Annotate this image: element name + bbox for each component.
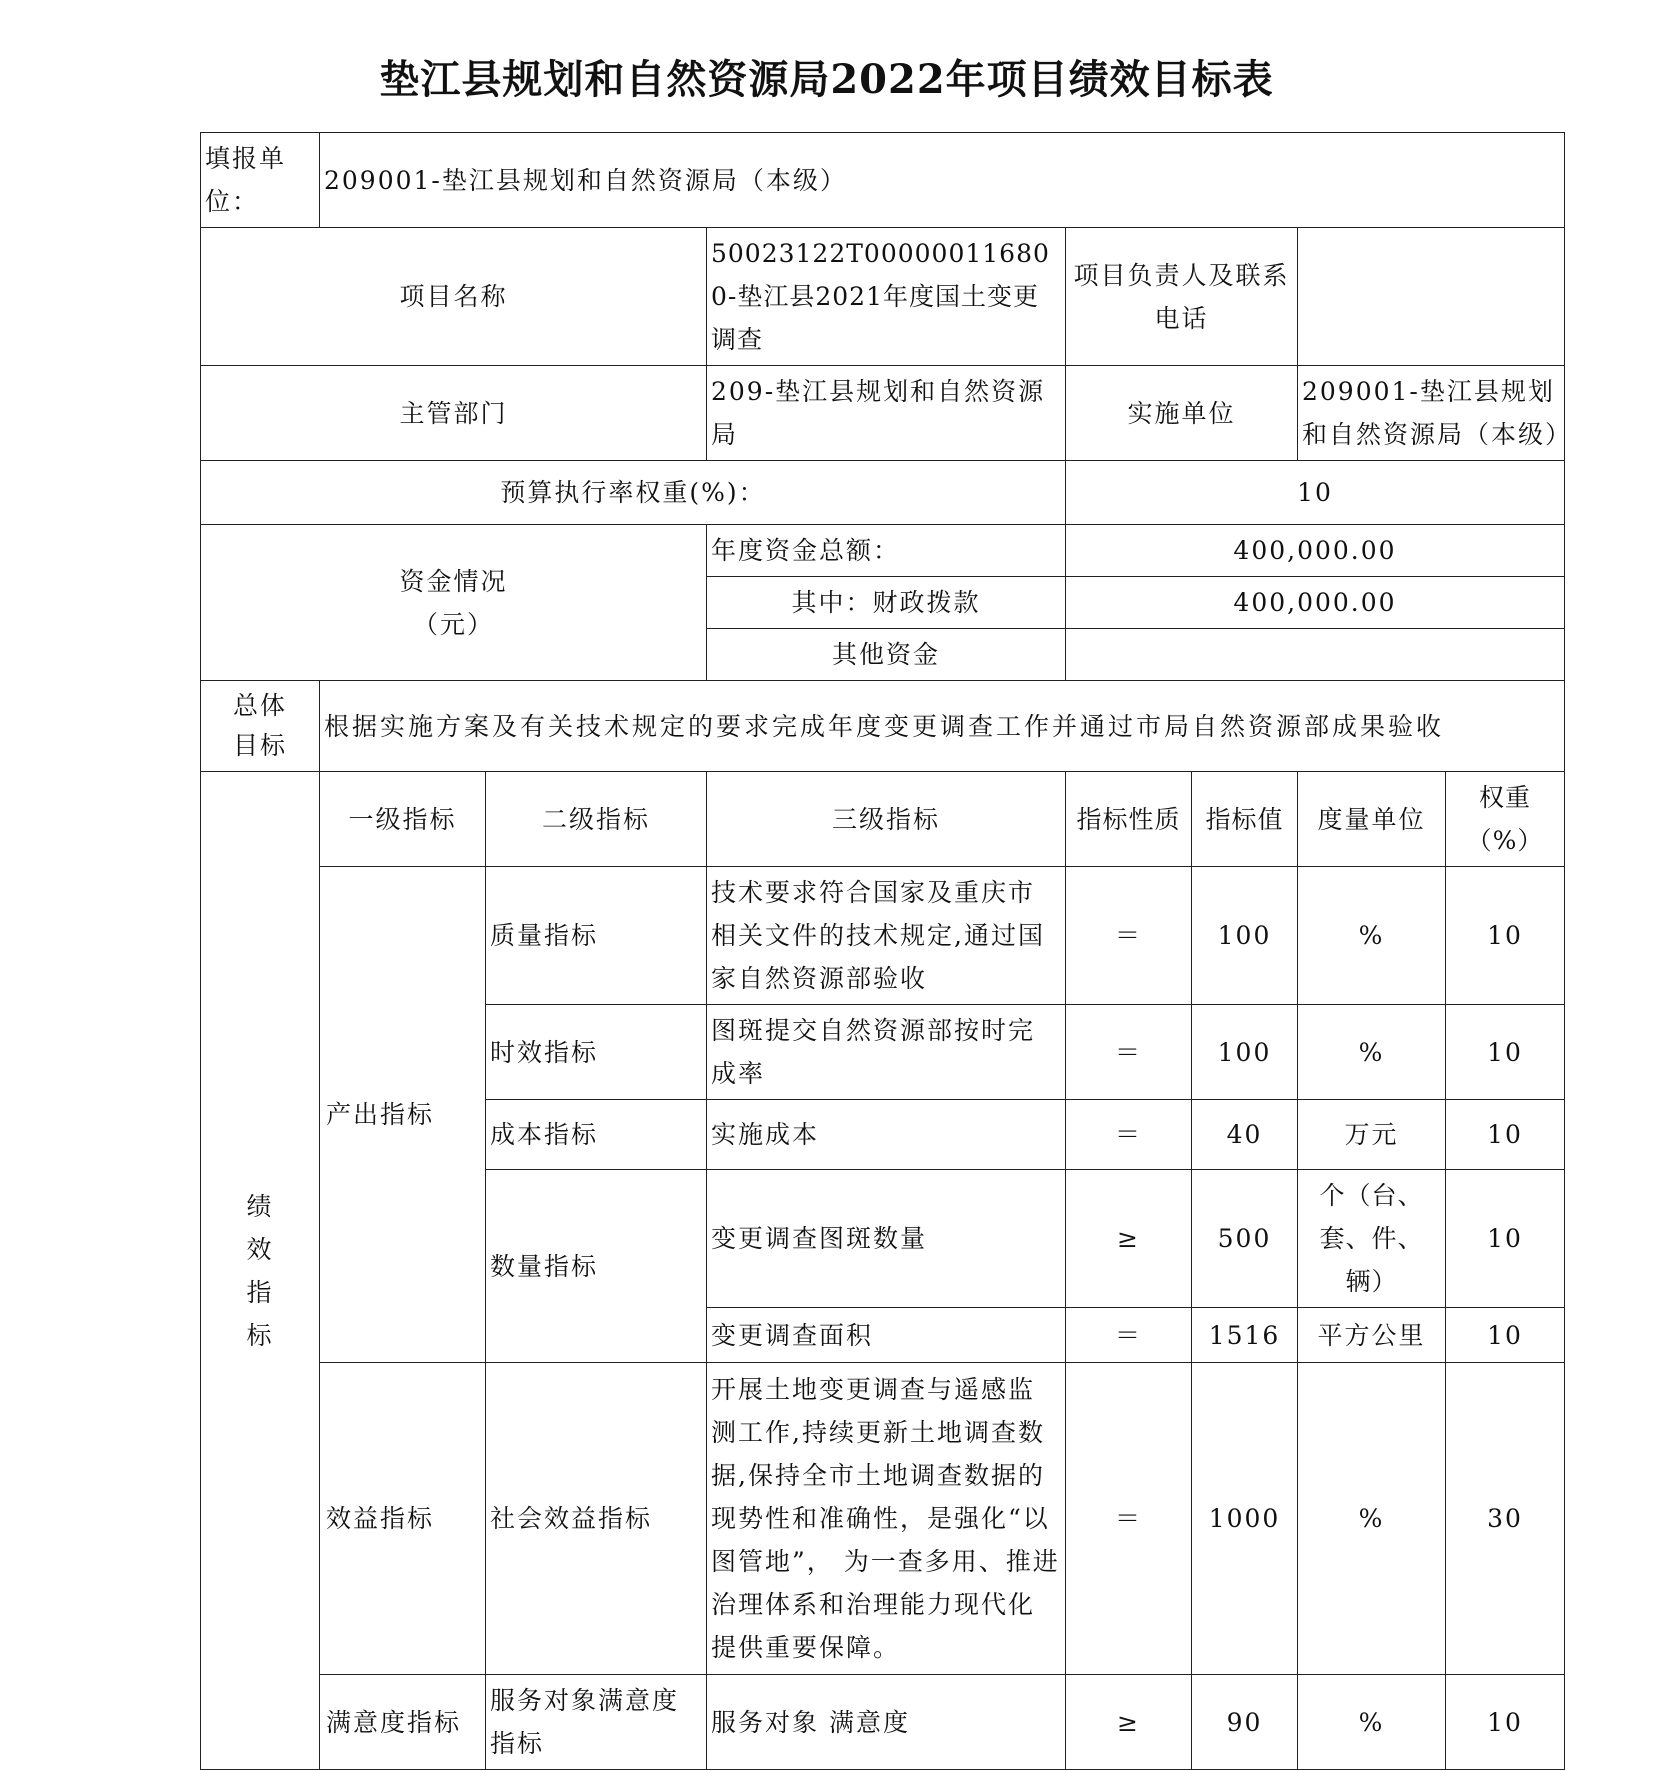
funds-label-line2: （元）: [412, 609, 494, 639]
funds-fiscal-value: 400,000.00: [1066, 577, 1565, 629]
level3-cell: 变更调查面积: [707, 1308, 1066, 1363]
goal-label: [201, 681, 320, 772]
project-name-label: 项目名称: [201, 228, 707, 366]
level2-cell: 时效指标: [486, 1005, 707, 1100]
level1-output: 产出指标: [320, 867, 486, 1363]
unit-cell: %: [1298, 1005, 1446, 1100]
value-cell: 100: [1192, 867, 1298, 1005]
unit-cell: 万元: [1298, 1100, 1446, 1170]
level2-cell: 数量指标: [486, 1170, 707, 1363]
weight-cell: 30: [1446, 1363, 1565, 1675]
performance-goal-table: [200, 132, 1573, 1770]
impl-label: 实施单位: [1066, 366, 1298, 461]
project-name-value: 50023122T000000116800-垫江县2021年度国土变更调查: [707, 228, 1066, 366]
budget-rate-label: 预算执行率权重(%)：: [201, 461, 1066, 525]
funds-label: [201, 525, 707, 681]
table-row: [201, 1363, 1565, 1675]
budget-rate-value: 10: [1066, 461, 1565, 525]
unit-cell: %: [1298, 1363, 1446, 1675]
value-cell: 1516: [1192, 1308, 1298, 1363]
nature-cell: ＝: [1066, 1005, 1192, 1100]
page-title: 垫江县规划和自然资源局2022年项目绩效目标表: [379, 56, 1274, 103]
funds-other-label: 其他资金: [707, 629, 1066, 681]
dept-label: 主管部门: [201, 366, 707, 461]
header-level1: 一级指标: [320, 772, 486, 867]
dept-value: 209-垫江县规划和自然资源局: [707, 366, 1066, 461]
nature-cell: ＝: [1066, 1363, 1192, 1675]
unit-value: 209001-垫江县规划和自然资源局（本级）: [320, 133, 1565, 228]
level2-cell: 质量指标: [486, 867, 707, 1005]
level1-satisfaction: 满意度指标: [320, 1675, 486, 1770]
perf-indicator-label: [201, 772, 320, 1770]
level3-cell: 服务对象 满意度: [707, 1675, 1066, 1770]
level3-cell: 技术要求符合国家及重庆市相关文件的技术规定,通过国家自然资源部验收: [707, 867, 1066, 1005]
header-unit: 度量单位: [1298, 772, 1446, 867]
contact-label: 项目负责人及联系电话: [1066, 228, 1298, 366]
table-row: [201, 1675, 1565, 1770]
contact-value: [1298, 228, 1565, 366]
level2-cell: 成本指标: [486, 1100, 707, 1170]
header-nature: 指标性质: [1066, 772, 1192, 867]
header-level2: 二级指标: [486, 772, 707, 867]
level2-cell: 服务对象满意度指标: [486, 1675, 707, 1770]
perf-label-char: 效: [246, 1234, 274, 1264]
header-value: 指标值: [1192, 772, 1298, 867]
value-cell: 1000: [1192, 1363, 1298, 1675]
level2-cell: 社会效益指标: [486, 1363, 707, 1675]
value-cell: 40: [1192, 1100, 1298, 1170]
level3-cell: 变更调查图斑数量: [707, 1170, 1066, 1308]
nature-cell: ≥: [1066, 1675, 1192, 1770]
weight-cell: 10: [1446, 1005, 1565, 1100]
perf-label-char: 指: [246, 1277, 274, 1307]
unit-cell: 个（台、套、件、辆）: [1298, 1170, 1446, 1308]
weight-cell: 10: [1446, 1308, 1565, 1363]
perf-label-char: 绩: [246, 1191, 274, 1221]
value-cell: 100: [1192, 1005, 1298, 1100]
funds-total-value: 400,000.00: [1066, 525, 1565, 577]
nature-cell: ＝: [1066, 1100, 1192, 1170]
perf-label-char: 标: [246, 1320, 274, 1350]
goal-label-line2: 目标: [232, 731, 287, 760]
nature-cell: ＝: [1066, 867, 1192, 1005]
level3-cell: 开展土地变更调查与遥感监测工作,持续更新土地调查数据,保持全市土地调查数据的现势性和准确性，是强化“以图管地”， 为一查多用、推进治理体系和治理能力现代化提供重要保障。: [707, 1363, 1066, 1675]
funds-total-label: 年度资金总额：: [707, 525, 1066, 577]
unit-cell: %: [1298, 867, 1446, 1005]
unit-label: 填报单位：: [201, 133, 320, 228]
weight-cell: 10: [1446, 1675, 1565, 1770]
level3-cell: 实施成本: [707, 1100, 1066, 1170]
level1-benefit: 效益指标: [320, 1363, 486, 1675]
impl-value: 209001-垫江县规划和自然资源局（本级）: [1298, 366, 1565, 461]
funds-fiscal-label: 其中：财政拨款: [707, 577, 1066, 629]
nature-cell: ≥: [1066, 1170, 1192, 1308]
value-cell: 500: [1192, 1170, 1298, 1308]
weight-cell: 10: [1446, 867, 1565, 1005]
weight-cell: 10: [1446, 1100, 1565, 1170]
goal-value: 根据实施方案及有关技术规定的要求完成年度变更调查工作并通过市局自然资源部成果验收: [320, 681, 1565, 772]
level3-cell: 图斑提交自然资源部按时完成率: [707, 1005, 1066, 1100]
funds-label-line1: 资金情况: [399, 566, 508, 596]
header-weight: 权重（%）: [1446, 772, 1565, 867]
nature-cell: ＝: [1066, 1308, 1192, 1363]
unit-cell: %: [1298, 1675, 1446, 1770]
unit-cell: 平方公里: [1298, 1308, 1446, 1363]
table-row: [201, 867, 1565, 1005]
goal-label-line1: 总体: [232, 691, 287, 720]
weight-cell: 10: [1446, 1170, 1565, 1308]
value-cell: 90: [1192, 1675, 1298, 1770]
header-level3: 三级指标: [707, 772, 1066, 867]
funds-other-value: [1066, 629, 1565, 681]
